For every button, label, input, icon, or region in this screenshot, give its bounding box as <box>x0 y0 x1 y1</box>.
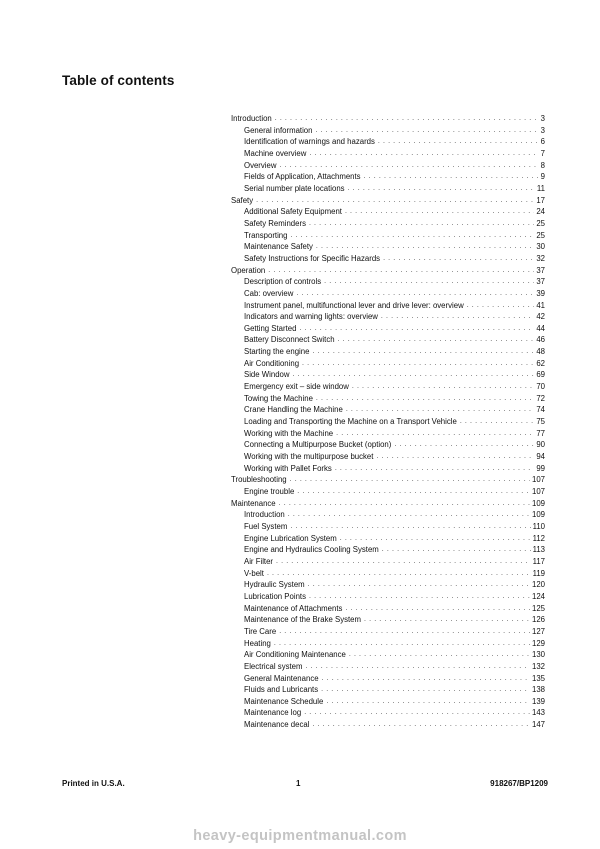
toc-entry-title: Working with the multipurpose bucket <box>244 452 374 462</box>
toc-subsection-entry[interactable] <box>231 381 545 393</box>
toc-entry-page: 107 <box>531 487 545 496</box>
toc-subsection-entry[interactable] <box>231 183 545 195</box>
toc-subsection-entry[interactable] <box>231 346 545 358</box>
toc-entry-page: 147 <box>531 720 545 730</box>
toc-dot-leader <box>364 171 539 183</box>
toc-subsection-entry[interactable] <box>231 673 545 685</box>
toc-entry-title: Getting Started <box>244 323 297 333</box>
toc-subsection-entry[interactable] <box>231 323 545 335</box>
toc-entry-page: 127 <box>531 626 545 636</box>
toc-entry-title: Description of controls <box>244 277 322 287</box>
toc-dot-leader <box>290 474 530 486</box>
toc-dot-leader <box>296 288 534 300</box>
toc-entry-title: Side Window <box>244 370 290 380</box>
toc-entry-page: 90 <box>536 440 545 450</box>
toc-entry-title: Machine overview <box>244 148 307 158</box>
toc-dot-leader <box>297 486 530 498</box>
toc-entry-page: 75 <box>536 417 545 427</box>
toc-dot-leader <box>381 311 534 323</box>
toc-dot-leader <box>346 404 534 416</box>
toc-entry-title: Air Conditioning <box>244 358 300 368</box>
toc-entry-page: 77 <box>536 428 545 438</box>
toc-entry-title: Cab: overview <box>244 288 294 298</box>
toc-entry-page: 62 <box>536 358 545 368</box>
toc-entry-page: 138 <box>531 685 545 695</box>
toc-subsection-entry[interactable] <box>231 544 545 556</box>
toc-entry-page: 99 <box>536 463 545 473</box>
toc-entry-title: Heating <box>244 638 271 648</box>
toc-entry-title: Maintenance <box>231 498 276 508</box>
toc-dot-leader <box>276 556 531 568</box>
toc-entry-title: Engine trouble <box>244 487 295 496</box>
toc-dot-leader <box>322 673 530 685</box>
toc-dot-leader <box>345 206 534 218</box>
toc-dot-leader <box>279 498 530 510</box>
toc-dot-leader <box>309 218 534 230</box>
toc-entry-title: Maintenance Safety <box>244 242 313 252</box>
toc-subsection-entry[interactable] <box>231 533 545 545</box>
toc-subsection-entry[interactable] <box>231 696 545 708</box>
toc-entry-page: 113 <box>532 545 545 555</box>
toc-subsection-entry[interactable] <box>231 568 545 580</box>
toc-entry-title: Working with the Machine <box>244 428 334 438</box>
toc-subsection-entry[interactable] <box>231 393 545 405</box>
toc-entry-page: 70 <box>536 382 545 392</box>
toc-dot-leader <box>290 230 534 242</box>
toc-dot-leader <box>394 439 534 451</box>
toc-entry-page: 8 <box>540 160 545 170</box>
toc-entry-page: 72 <box>536 393 545 403</box>
toc-entry-title: Working with Pallet Forks <box>244 463 332 473</box>
toc-dot-leader <box>315 125 538 137</box>
toc-dot-leader <box>308 579 530 591</box>
toc-entry-title: Serial number plate locations <box>244 183 345 193</box>
toc-dot-leader <box>349 649 530 661</box>
toc-entry-title: Safety <box>231 195 254 205</box>
toc-entry-title: Fluids and Lubricants <box>244 685 319 695</box>
toc-subsection-entry[interactable] <box>231 463 545 475</box>
toc-entry-page: 32 <box>536 253 545 263</box>
toc-entry-title: General Maintenance <box>244 673 319 683</box>
watermark-text: heavy-equipmentmanual.com <box>193 828 407 844</box>
toc-dot-leader <box>324 276 534 288</box>
toc-entry-title: Air Conditioning Maintenance <box>244 650 346 660</box>
toc-subsection-entry[interactable] <box>231 253 545 265</box>
toc-subsection-entry[interactable] <box>231 334 545 346</box>
toc-entry-title: Tire Care <box>244 626 277 636</box>
toc-subsection-entry[interactable] <box>231 451 545 463</box>
toc-subsection-entry[interactable] <box>231 614 545 626</box>
toc-entry-title: General information <box>244 125 313 135</box>
toc-dot-leader <box>316 241 534 253</box>
toc-dot-leader <box>279 626 530 638</box>
toc-subsection-entry[interactable] <box>231 241 545 253</box>
toc-dot-leader <box>316 393 534 405</box>
toc-entry-page: 42 <box>536 312 545 322</box>
toc-dot-leader <box>321 684 530 696</box>
toc-entry-page: 132 <box>531 661 545 671</box>
toc-entry-title: Maintenance Schedule <box>244 696 324 706</box>
toc-subsection-entry[interactable] <box>231 206 545 218</box>
toc-dot-leader <box>336 428 534 440</box>
toc-subsection-entry[interactable] <box>231 311 545 323</box>
toc-section-entry[interactable] <box>231 113 545 125</box>
toc-entry-title: Engine and Hydraulics Cooling System <box>244 545 379 555</box>
toc-subsection-entry[interactable] <box>231 230 545 242</box>
toc-entry-title: Loading and Transporting the Machine on a Transport Vehicle <box>244 417 457 427</box>
toc-subsection-entry[interactable] <box>231 684 545 696</box>
toc-entry-page: 30 <box>536 242 545 252</box>
toc-dot-leader <box>364 614 530 626</box>
toc-subsection-entry[interactable] <box>231 603 545 615</box>
toc-entry-title: Starting the engine <box>244 347 310 357</box>
toc-entry-page: 125 <box>531 603 545 613</box>
toc-subsection-entry[interactable] <box>231 160 545 172</box>
toc-section-entry[interactable] <box>231 265 545 277</box>
toc-dot-leader <box>378 136 539 148</box>
toc-subsection-entry[interactable] <box>231 136 545 148</box>
toc-dot-leader <box>304 707 530 719</box>
toc-subsection-entry[interactable] <box>231 171 545 183</box>
toc-subsection-entry[interactable] <box>231 556 545 568</box>
toc-section-entry[interactable] <box>231 195 545 207</box>
toc-subsection-entry[interactable] <box>231 661 545 673</box>
toc-entry-title: Engine Lubrication System <box>244 533 337 543</box>
toc-subsection-entry[interactable] <box>231 358 545 370</box>
toc-subsection-entry[interactable] <box>231 638 545 650</box>
table-of-contents <box>231 113 545 731</box>
toc-entry-page: 119 <box>532 568 545 578</box>
toc-entry-title: Troubleshooting <box>231 475 287 485</box>
toc-dot-leader <box>268 265 534 277</box>
toc-dot-leader <box>293 369 535 381</box>
toc-entry-title: Maintenance of the Brake System <box>244 615 362 625</box>
toc-subsection-entry[interactable] <box>231 300 545 312</box>
toc-entry-page: 24 <box>536 207 545 217</box>
toc-entry-title: Safety Instructions for Specific Hazards <box>244 253 381 263</box>
toc-entry-title: Overview <box>244 160 277 170</box>
toc-entry-title: Maintenance decal <box>244 720 310 730</box>
toc-entry-page: 37 <box>536 277 545 287</box>
toc-dot-leader <box>348 183 535 195</box>
toc-dot-leader <box>302 358 534 370</box>
toc-dot-leader <box>256 195 534 207</box>
toc-subsection-entry[interactable] <box>231 719 545 731</box>
toc-dot-leader <box>383 253 534 265</box>
toc-entry-page: 126 <box>531 615 545 625</box>
toc-dot-leader <box>338 334 535 346</box>
toc-entry-page: 120 <box>531 580 545 590</box>
toc-entry-page: 135 <box>531 673 545 683</box>
toc-entry-title: Introduction <box>244 510 285 520</box>
toc-entry-title: Indicators and warning lights: overview <box>244 312 378 322</box>
toc-entry-title: Safety Reminders <box>244 218 306 228</box>
toc-entry-title: Connecting a Multipurpose Bucket (option) <box>244 440 392 450</box>
toc-entry-page: 3 <box>540 125 545 135</box>
toc-subsection-entry[interactable] <box>231 218 545 230</box>
toc-entry-page: 112 <box>532 533 545 543</box>
toc-entry-title: Emergency exit – side window <box>244 382 349 392</box>
toc-subsection-entry[interactable] <box>231 125 545 137</box>
toc-entry-page: 117 <box>532 556 545 566</box>
toc-dot-leader <box>326 696 530 708</box>
toc-subsection-entry[interactable] <box>231 707 545 719</box>
toc-entry-title: Identification of warnings and hazards <box>244 137 375 147</box>
toc-subsection-entry[interactable] <box>231 439 545 451</box>
toc-entry-page: 46 <box>536 335 545 345</box>
toc-dot-leader <box>267 568 531 580</box>
toc-subsection-entry[interactable] <box>231 288 545 300</box>
toc-entry-page: 94 <box>536 452 545 462</box>
toc-entry-page: 109 <box>531 510 545 520</box>
toc-entry-page: 109 <box>531 498 545 508</box>
toc-entry-title: Fuel System <box>244 521 288 531</box>
toc-dot-leader <box>309 591 530 603</box>
toc-entry-title: Fields of Application, Attachments <box>244 172 361 182</box>
toc-dot-leader <box>288 509 530 521</box>
toc-entry-page: 9 <box>540 172 545 182</box>
toc-subsection-entry[interactable] <box>231 509 545 521</box>
toc-dot-leader <box>467 300 535 312</box>
toc-entry-title: Operation <box>231 265 266 275</box>
footer-page-number: 1 <box>296 779 301 788</box>
toc-entry-page: 37 <box>536 265 545 275</box>
toc-dot-leader <box>280 160 539 172</box>
toc-entry-page: 107 <box>531 475 545 485</box>
toc-subsection-entry[interactable] <box>231 416 545 428</box>
toc-entry-title: V-belt <box>244 568 264 578</box>
toc-entry-page: 48 <box>536 347 545 357</box>
toc-entry-page: 3 <box>540 114 545 123</box>
toc-entry-title: Electrical system <box>244 661 303 671</box>
toc-dot-leader <box>382 544 531 556</box>
toc-entry-page: 143 <box>531 708 545 718</box>
toc-dot-leader <box>275 113 539 125</box>
toc-dot-leader <box>274 638 530 650</box>
toc-dot-leader <box>376 451 534 463</box>
toc-entry-title: Maintenance of Attachments <box>244 603 343 613</box>
toc-subsection-entry[interactable] <box>231 486 545 498</box>
toc-entry-title: Towing the Machine <box>244 393 313 403</box>
toc-section-entry[interactable] <box>231 474 545 486</box>
toc-dot-leader <box>340 533 531 545</box>
toc-entry-page: 110 <box>532 521 545 531</box>
toc-entry-page: 11 <box>536 183 545 193</box>
toc-dot-leader <box>306 661 530 673</box>
toc-subsection-entry[interactable] <box>231 521 545 533</box>
toc-entry-title: Instrument panel, multifunctional lever and drive lever: overview <box>244 300 464 310</box>
toc-entry-page: 6 <box>540 137 545 147</box>
toc-dot-leader <box>345 603 530 615</box>
toc-entry-title: Maintenance log <box>244 708 302 718</box>
toc-entry-page: 44 <box>536 323 545 333</box>
toc-entry-title: Transporting <box>244 230 288 240</box>
toc-dot-leader <box>352 381 534 393</box>
toc-entry-title: Air Filter <box>244 556 274 566</box>
toc-subsection-entry[interactable] <box>231 626 545 638</box>
toc-entry-title: Introduction <box>231 114 272 123</box>
toc-entry-title: Crane Handling the Machine <box>244 405 343 415</box>
toc-entry-page: 25 <box>536 230 545 240</box>
toc-entry-page: 129 <box>531 638 545 648</box>
toc-entry-page: 130 <box>531 650 545 660</box>
page-title: Table of contents <box>62 73 175 88</box>
toc-subsection-entry[interactable] <box>231 148 545 160</box>
footer-document-id: 918267/BP1209 <box>490 779 548 788</box>
toc-entry-page: 39 <box>536 288 545 298</box>
toc-entry-page: 7 <box>540 148 545 158</box>
toc-entry-page: 69 <box>536 370 545 380</box>
toc-dot-leader <box>309 148 538 160</box>
toc-dot-leader <box>312 719 530 731</box>
toc-entry-page: 41 <box>536 300 545 310</box>
toc-entry-title: Battery Disconnect Switch <box>244 335 335 345</box>
toc-entry-page: 74 <box>536 405 545 415</box>
footer-printed-in: Printed in U.S.A. <box>62 779 125 788</box>
toc-dot-leader <box>335 463 534 475</box>
toc-entry-page: 124 <box>531 591 545 601</box>
toc-subsection-entry[interactable] <box>231 404 545 416</box>
toc-entry-page: 139 <box>531 696 545 706</box>
toc-subsection-entry[interactable] <box>231 591 545 603</box>
toc-subsection-entry[interactable] <box>231 369 545 381</box>
toc-subsection-entry[interactable] <box>231 579 545 591</box>
toc-subsection-entry[interactable] <box>231 649 545 661</box>
toc-entry-title: Lubrication Points <box>244 591 306 601</box>
toc-entry-title: Additional Safety Equipment <box>244 207 342 217</box>
toc-entry-page: 25 <box>536 218 545 228</box>
toc-entry-page: 17 <box>536 195 545 205</box>
toc-subsection-entry[interactable] <box>231 428 545 440</box>
toc-entry-title: Hydraulic System <box>244 580 305 590</box>
toc-dot-leader <box>460 416 534 428</box>
toc-dot-leader <box>312 346 534 358</box>
toc-dot-leader <box>299 323 534 335</box>
toc-subsection-entry[interactable] <box>231 276 545 288</box>
toc-section-entry[interactable] <box>231 498 545 510</box>
toc-dot-leader <box>290 521 530 533</box>
